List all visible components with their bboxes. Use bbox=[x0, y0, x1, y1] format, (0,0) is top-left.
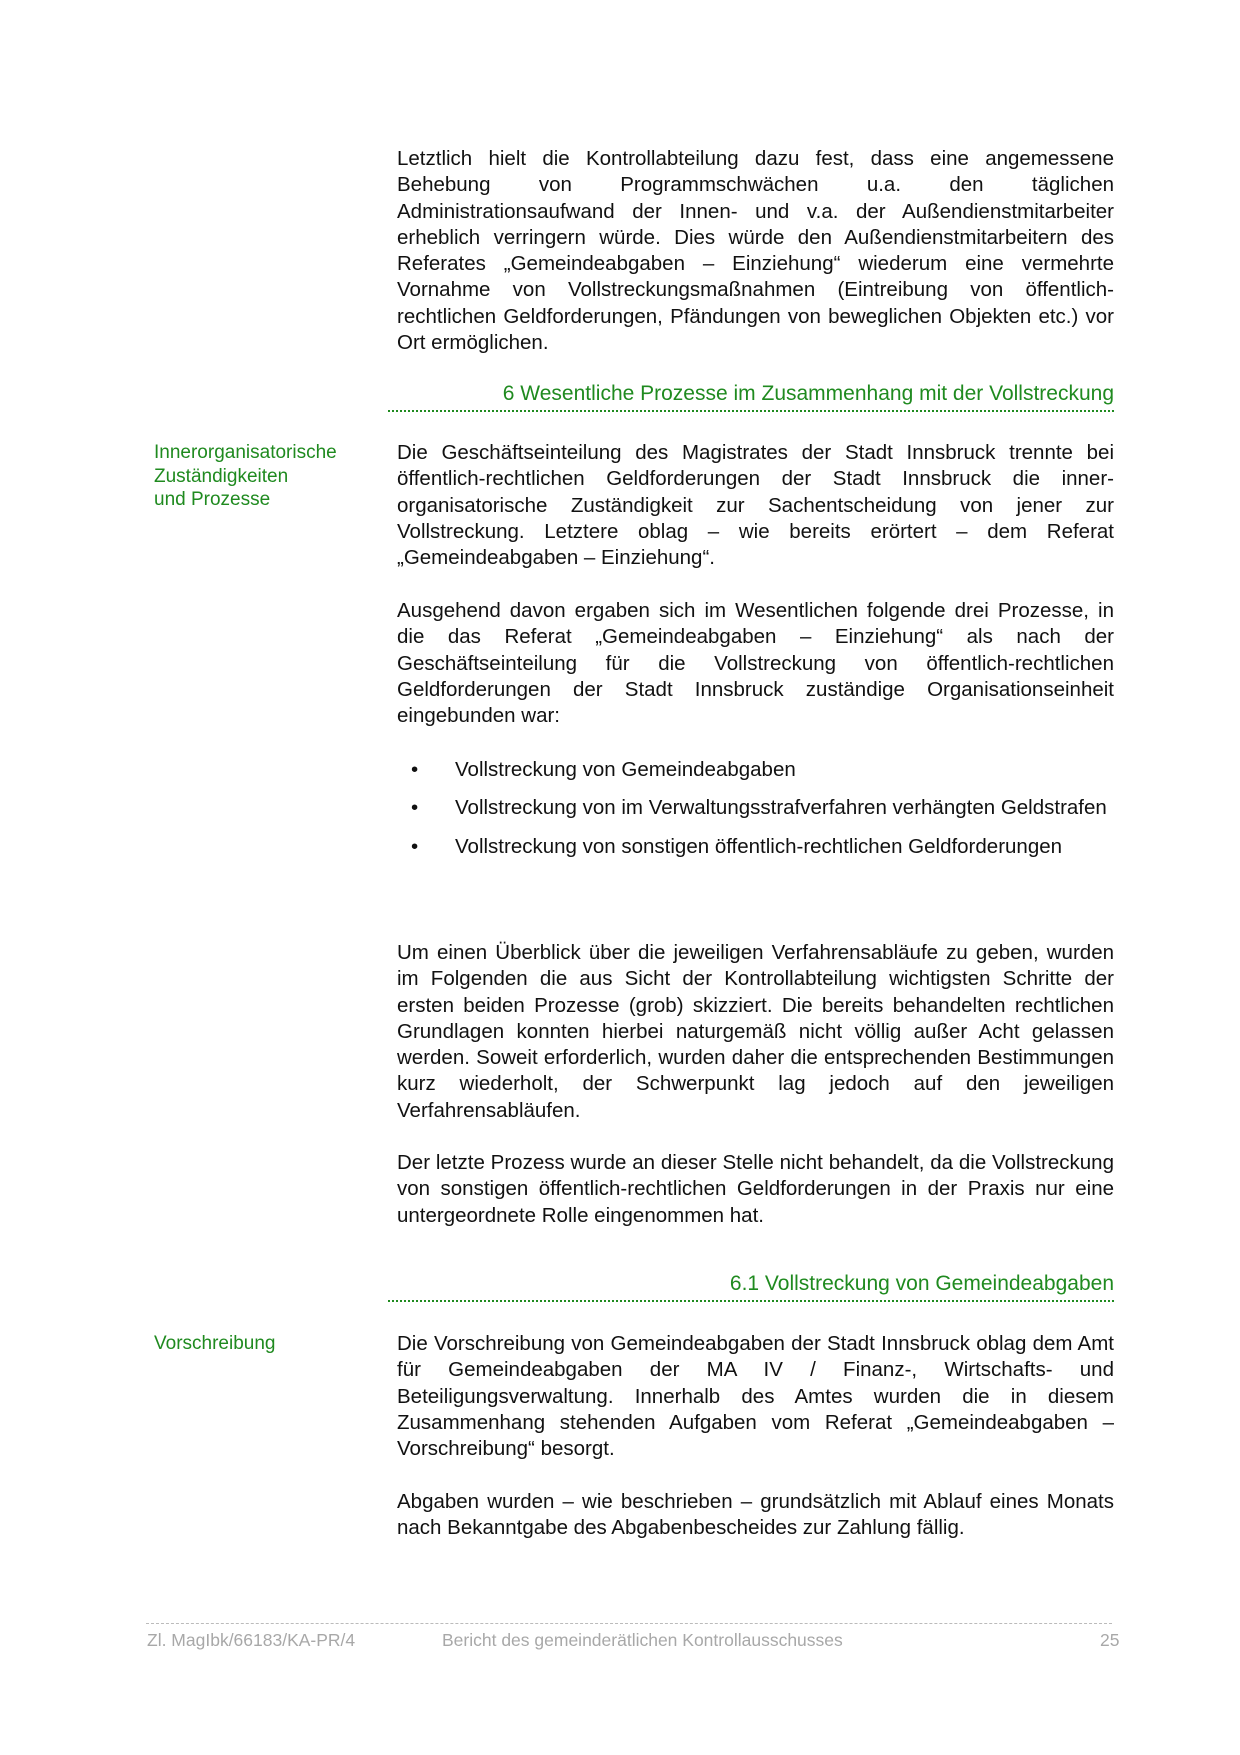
paragraph: Der letzte Prozess wurde an dieser Stelle nicht behandelt, da die Vollstreckung von sonstigen öffentlich-rechtlichen Geldforderungen in der Praxis nur eine untergeordnete Rolle eingenommen hat. bbox=[397, 1151, 1114, 1227]
paragraph: Die Geschäftseinteilung des Magistrates der Stadt Innsbruck trennte bei öffentlich-rechtlichen Geldforderungen der Stadt Innsbruck die inner-organisatorische Zuständigkeit zur Sachentscheidung von jener zur Vollstreckung. Letztere oblag – wie bereits erörtert – dem Referat „Gemeindeabgaben – Einziehung“. bbox=[397, 441, 1114, 570]
list-item: • Vollstreckung von sonstigen öffentlich-rechtlichen Geldforderungen bbox=[397, 834, 1114, 860]
paragraph: Um einen Überblick über die jeweiligen Verfahrensabläufe zu geben, wurden im Folgenden die aus Sicht der Kontrollabteilung wichtigsten Schritte der ersten beiden Prozesse (grob) skizziert. Die bereits behandelten rechtlichen Grundlagen konnten hierbei naturgemäß nicht völlig außer Acht gelassen werden. Soweit erforderlich, wurden daher die entsprechenden Bestimmungen kurz wiederholt, der Schwerpunkt lag jedoch auf den jeweiligen Verfahrensabläufen. bbox=[397, 941, 1114, 1122]
bullet-list bbox=[397, 757, 1114, 872]
section-heading-6: 6 Wesentliche Prozesse im Zusammenhang mit der Vollstreckung bbox=[388, 382, 1114, 412]
margin-note-zustaendigkeiten bbox=[154, 441, 384, 512]
paragraph: Ausgehend davon ergaben sich im Wesentlichen folgende drei Prozesse, in die das Referat „Gemeindeabgaben – Einziehung“ als nach der Geschäftseinteilung für die Vollstreckung von öffentlich-rechtlichen Geldforderungen der Stadt Innsbruck zuständige Organisationseinheit eingebunden war: bbox=[397, 599, 1114, 728]
section-heading-6-1: 6.1 Vollstreckung von Gemeindeabgaben bbox=[388, 1272, 1114, 1302]
list-item: • Vollstreckung von Gemeindeabgaben bbox=[397, 757, 1114, 783]
list-item: • Vollstreckung von im Verwaltungsstrafverfahren verhängten Geldstrafen bbox=[397, 795, 1114, 821]
footer-title: Bericht des gemeinderätlichen Kontrollausschusses bbox=[442, 1630, 843, 1650]
paragraph: Die Vorschreibung von Gemeindeabgaben der Stadt Innsbruck oblag dem Amt für Gemeindeabgaben der MA IV / Finanz-, Wirtschafts- und Beteiligungsverwaltung. Innerhalb des Amtes wurden die in diesem Zusammenhang stehenden Aufgaben vom Referat „Gemeindeabgaben – Vorschreibung“ besorgt. bbox=[397, 1332, 1114, 1461]
paragraph: Abgaben wurden – wie beschrieben – grundsätzlich mit Ablauf eines Monats nach Bekanntgabe des Abgabenbescheides zur Zahlung fällig. bbox=[397, 1490, 1114, 1540]
footer-divider bbox=[146, 1623, 1112, 1624]
margin-note-line: und Prozesse bbox=[154, 489, 271, 510]
margin-note-line: Innerorganisatorische bbox=[154, 442, 337, 463]
margin-note-vorschreibung: Vorschreibung bbox=[154, 1333, 276, 1354]
footer-reference: Zl. MagIbk/66183/KA-PR/4 bbox=[147, 1630, 356, 1650]
margin-note-line: Zuständigkeiten bbox=[154, 465, 289, 487]
page-number: 25 bbox=[1100, 1630, 1120, 1650]
paragraph: Letztlich hielt die Kontrollabteilung dazu fest, dass eine angemessene Behebung von Programmschwächen u.a. den täglichen Administrationsaufwand der Innen- und v.a. der Außendienstmitarbeiter erheblich verringern würde. Dies würde den Außendienstmitarbeitern des Referates „Gemeindeabgaben – Einziehung“ wiederum eine vermehrte Vornahme von Vollstreckungsmaßnahmen (Eintreibung von öffentlich-rechtlichen Geldforderungen, Pfändungen von beweglichen Objekten etc.) vor Ort ermöglichen. bbox=[397, 147, 1114, 355]
